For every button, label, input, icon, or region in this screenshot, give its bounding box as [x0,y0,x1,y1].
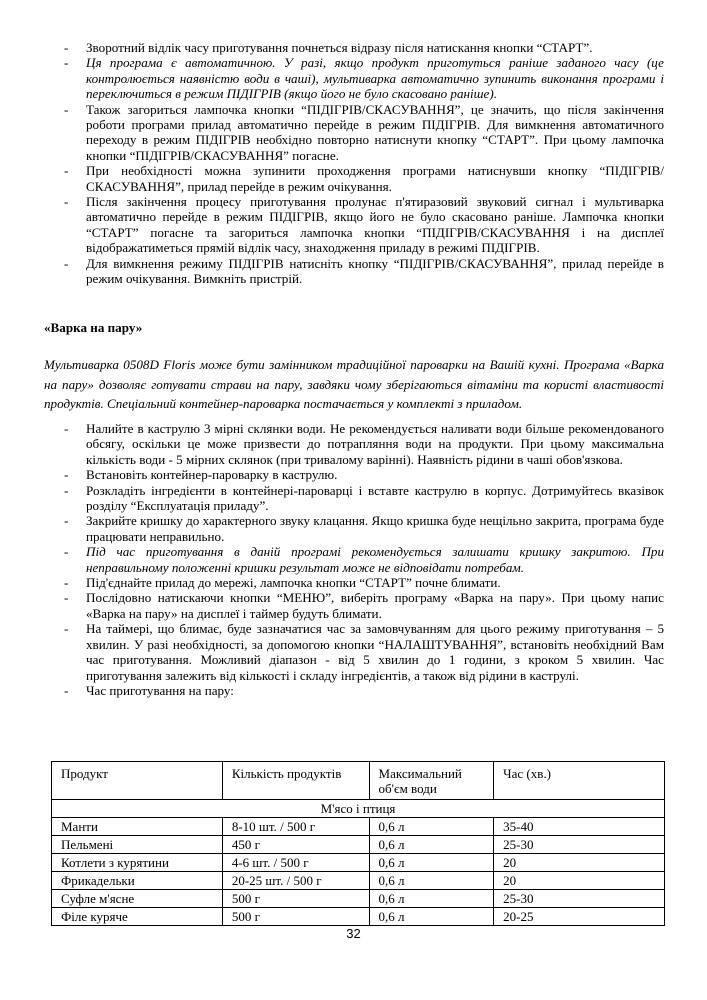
table-row [52,872,665,890]
bullet-dash: - [64,255,69,271]
bullet-dash: - [64,575,69,591]
list-item-text: Також загориться лампочка кнопки “ПІДІГРІВ/СКАСУВАННЯ”, це значить, що після закінчення роботи програми прилад автоматично перейде в режим ПІДІГРІВ. Для вимкнення автоматичного переходу в режим ПІДІГРІВ необхідно повторно натиснути кнопку “СТАРТ”. При цьому лампочка кнопки “ПІДІГРІВ/СКАСУВАННЯ” погасне. [86,101,664,163]
list-item-text: Зворотний відлік часу приготування почнеться відразу після натискання кнопки “СТАРТ”. [86,40,593,55]
bullet-dash: - [64,421,69,436]
bullet-dash: - [64,40,69,55]
page-number: 32 [346,926,361,941]
section-intro: Мультиварка 0508D Floris може бути замінником традиційної пароварки на Вашій кухні. Програма «Варка на пару» дозволяє готувати страви на пару, завдяки чому зберігаються вітаміни та користі властивості продуктів. Спеціальний контейнер-пароварка постачається у комплекті з приладом. [44,357,664,411]
table-cell: 25-30 [494,836,665,854]
table-header-row [52,762,665,800]
table-cell: 450 г [222,836,369,854]
table-group-row [52,800,665,818]
list-item-text: Послідовно натискаючи кнопки “МЕНЮ”, виберіть програму «Варка на пару». При цьому напис «Варка на пару» на дисплеї і таймер будуть блимати. [86,590,664,621]
group-label: М'ясо і птиця [52,800,665,818]
bullet-dash: - [64,513,69,529]
list-item [64,513,664,544]
table-cell: 0,6 л [369,836,494,854]
table-cell: 20 [494,872,665,890]
bullet-dash: - [64,163,69,179]
table-cell: 0,6 л [369,818,494,836]
instructions-list-steam [64,421,664,698]
steam-cooking-table [51,761,665,926]
table-cell: 0,6 л [369,872,494,890]
list-item-text: На таймері, що блимає, буде зазначатися час за замовчуванням для цього режиму приготування – 5 хвилин. У разі необхідності, за допомогою кнопки “НАЛАШТУВАННЯ”, встановіть необхідний Вам час приготування. Можливий діапазон - від 5 хвилин до 1 години, з кроком 5 хвилин. Час приготування залежить від кількості і складу інгредієнтів, а також від рідини в каструлі. [86,621,664,683]
list-item [64,683,664,698]
list-item [64,590,664,621]
bullet-dash: - [64,682,69,698]
list-item [64,256,664,287]
table-row [52,836,665,854]
list-item-text: Встановіть контейнер-пароварку в каструлю. [86,467,338,483]
list-item-text: Налийте в каструлю 3 мірні склянки води. Не рекомендується наливати води більше рекомендованого обсягу, оскільки це може призвести до потрапляння води на продукти. При цьому максимальна кількість води - 5 мірних склянок (при тривалому варінні). Наявність рідини в чаші обов'язкова. [86,421,664,467]
table-row [52,818,665,836]
list-item-text: Під'єднайте прилад до мережі, лампочка кнопки “СТАРТ” почне блимати. [86,575,501,591]
header-product: Продукт [52,762,223,800]
list-item [64,163,664,194]
instructions-list-top [64,40,664,287]
table-cell: Пельмені [52,836,223,854]
table-cell: Суфле м'ясне [52,890,223,908]
table-cell: 20 [494,854,665,872]
list-item [64,483,664,514]
list-item-text: Час приготування на пару: [86,682,234,698]
table-cell: 500 г [222,890,369,908]
bullet-dash: - [64,621,69,637]
table-cell: Філе куряче [52,908,223,926]
table-cell: Котлети з курятини [52,854,223,872]
table-body [52,818,665,926]
table-cell: 20-25 [494,908,665,926]
table-cell: 0,6 л [369,908,494,926]
header-water: Максимальний об'єм води [369,762,494,800]
table-cell: 4-6 шт. / 500 г [222,854,369,872]
table-cell: 8-10 шт. / 500 г [222,818,369,836]
list-item [64,421,664,467]
bullet-dash: - [64,482,69,498]
list-item [64,544,664,575]
table-row [52,908,665,926]
list-item-text: Ця програма є автоматичною. У разі, якщо продукт приготуться раніше заданого часу (це контролюється наявністю води в чаші), мультиварка автоматично зупинить виконання програми і переключиться в режим ПІДІГРІВ (якщо його не було скасовано раніше). [86,55,664,102]
list-item [64,575,664,590]
list-item [64,194,664,256]
list-item-text: Після закінчення процесу приготування пролунає п'ятиразовий звуковий сигнал і мультиварка автоматично перейде в режим ПІДІГРІВ, якщо його не було скасовано раніше. Лампочка кнопки “СТАРТ” погасне та загориться лампочка кнопки “ПІДІГРІВ/СКАСУВАННЯ і на дисплеї відображатиметься прямій відлік часу, знаходження приладу в режимі ПІДІГРІВ. [86,194,664,256]
list-item [64,102,664,164]
table-cell: 0,6 л [369,890,494,908]
list-item [64,55,664,101]
list-item [64,621,664,683]
header-time: Час (хв.) [494,762,665,800]
section-title: «Варка на пару» [44,320,143,335]
table-cell: 35-40 [494,818,665,836]
table-cell: 25-30 [494,890,665,908]
list-item-text: Для вимкнення режиму ПІДІГРІВ натисніть кнопку “ПІДІГРІВ/СКАСУВАННЯ”, прилад перейде в режим очікування. Вимкніть пристрій. [86,255,664,287]
bullet-dash: - [64,194,69,210]
header-quantity: Кількість продуктів [222,762,369,800]
table-cell: Манти [52,818,223,836]
bullet-dash: - [64,590,69,606]
table-row [52,890,665,908]
list-item-text: При необхідності можна зупинити проходження програми натиснувши кнопку “ПІДІГРІВ/СКАСУВАННЯ”, прилад перейде в режим очікування. [86,163,664,194]
table-cell: 500 г [222,908,369,926]
bullet-dash: - [64,467,69,483]
bullet-dash: - [64,544,69,560]
list-item-text: Розкладіть інгредієнти в контейнері-пароварці і вставте каструлю в корпус. Дотримуйтесь вказівок розділу “Експлуатація приладу”. [86,482,664,514]
table-cell: 20-25 шт. / 500 г [222,872,369,890]
table-row [52,854,665,872]
list-item [64,467,664,482]
table-cell: 0,6 л [369,854,494,872]
list-item [64,40,664,55]
bullet-dash: - [64,101,69,117]
table-cell: Фрикадельки [52,872,223,890]
list-item-text: Під час приготування в даній програмі рекомендується залишати кришку закритою. При неправильному положенні кришки результат може не відповідати потребам. [86,544,664,575]
list-item-text: Закрийте кришку до характерного звуку клацання. Якщо кришка буде нещільно закрита, програма буде працювати неправильно. [86,513,664,544]
bullet-dash: - [64,55,69,71]
